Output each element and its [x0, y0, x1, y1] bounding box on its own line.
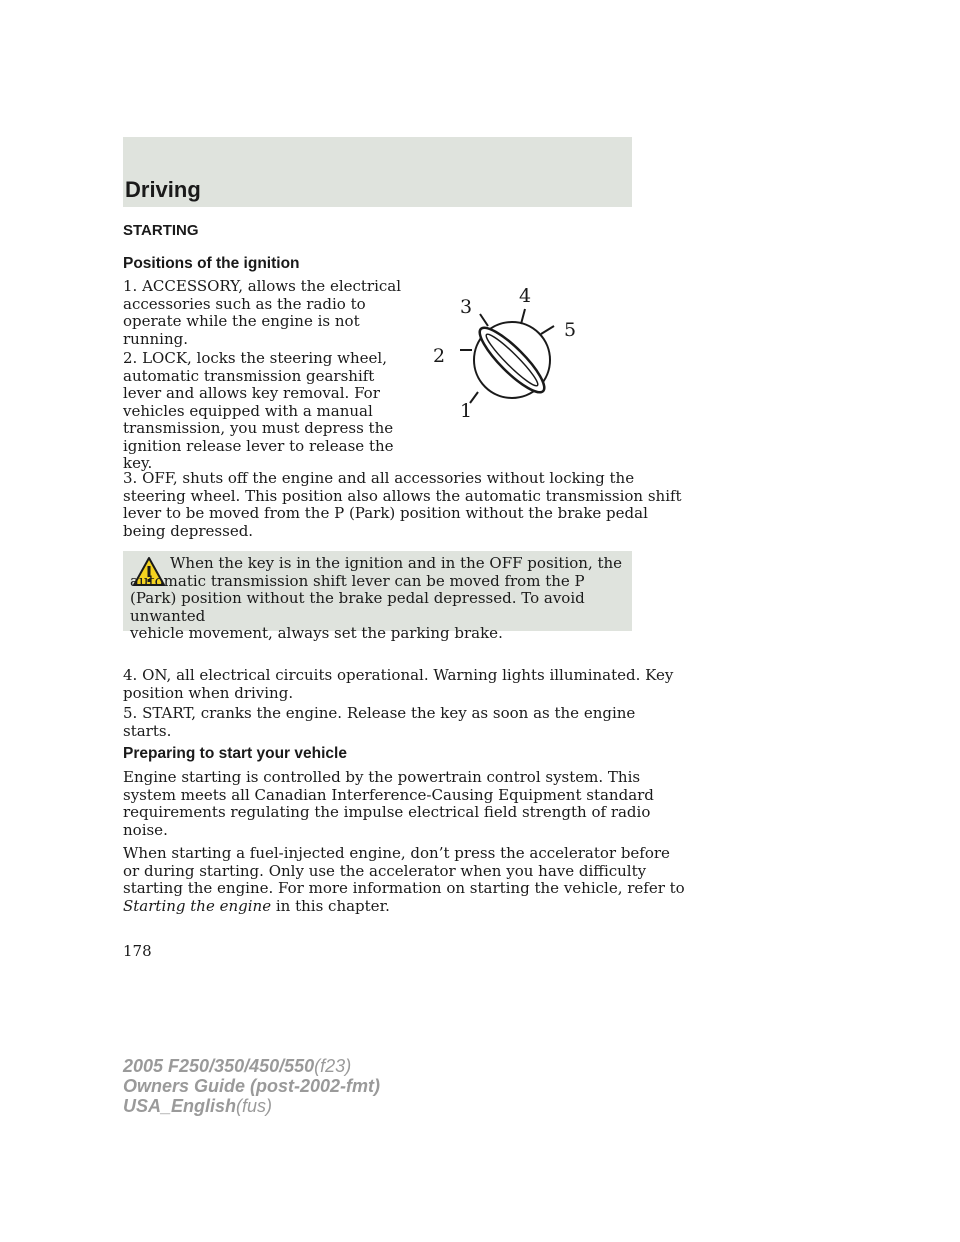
- section-title: Driving: [125, 177, 201, 202]
- position-label-4: 4: [519, 285, 532, 307]
- item-off: 3. OFF, shuts off the engine and all accessories without locking the steering wheel. This position also allows the automatic transmission shift lever to be moved from the P (Park) position without the brake pedal being depressed.: [123, 469, 682, 540]
- warning-text: When the key is in the ignition and in the OFF position, the automatic transmission shift lever can be moved from the P (Park) position without the brake pedal depressed. To avoid unwanted vehicle movement, always set the parking brake.: [130, 554, 623, 642]
- footer-imprint: 2005 F250/350/450/550(f23) Owners Guide (post-2002-fmt) USA_English(fus): [123, 1056, 381, 1116]
- position-label-2: 2: [433, 345, 446, 367]
- subheading-ignition: Positions of the ignition: [123, 255, 300, 272]
- warning-box: [123, 551, 632, 642]
- page-heading: STARTING: [123, 222, 199, 239]
- item-lock: 2. LOCK, locks the steering wheel, automatic transmission gearshift lever and allows key removal. For vehicles equipped with a manual transmission, you must depress the ignition release lever to release the key.: [123, 349, 394, 472]
- position-label-1: 1: [460, 400, 473, 422]
- paragraph-control-system: Engine starting is controlled by the powertrain control system. This system meets all Canadian Interference-Causing Equipment standard requirements regulating the impulse electrical field strength of radio noise.: [123, 768, 654, 839]
- reference-link: Starting the engine: [123, 896, 272, 915]
- position-label-3: 3: [460, 296, 473, 318]
- item-on: 4. ON, all electrical circuits operational. Warning lights illuminated. Key position when driving.: [123, 666, 674, 702]
- ignition-positions-diagram: [420, 276, 600, 436]
- paragraph-fuel-injected: When starting a fuel-injected engine, don’t press the accelerator before or during starting. Only use the accelerator when you have difficulty starting the engine. For more information on starting the vehicle, refer to Starting the engine in this chapter.: [123, 844, 685, 915]
- position-label-5: 5: [564, 319, 577, 341]
- page-number: 178: [123, 942, 152, 960]
- item-start: 5. START, cranks the engine. Release the key as soon as the engine starts.: [123, 704, 636, 740]
- subheading-prepare: Preparing to start your vehicle: [123, 745, 347, 762]
- item-accessory: 1. ACCESSORY, allows the electrical accessories such as the radio to operate while the engine is not running.: [123, 277, 402, 348]
